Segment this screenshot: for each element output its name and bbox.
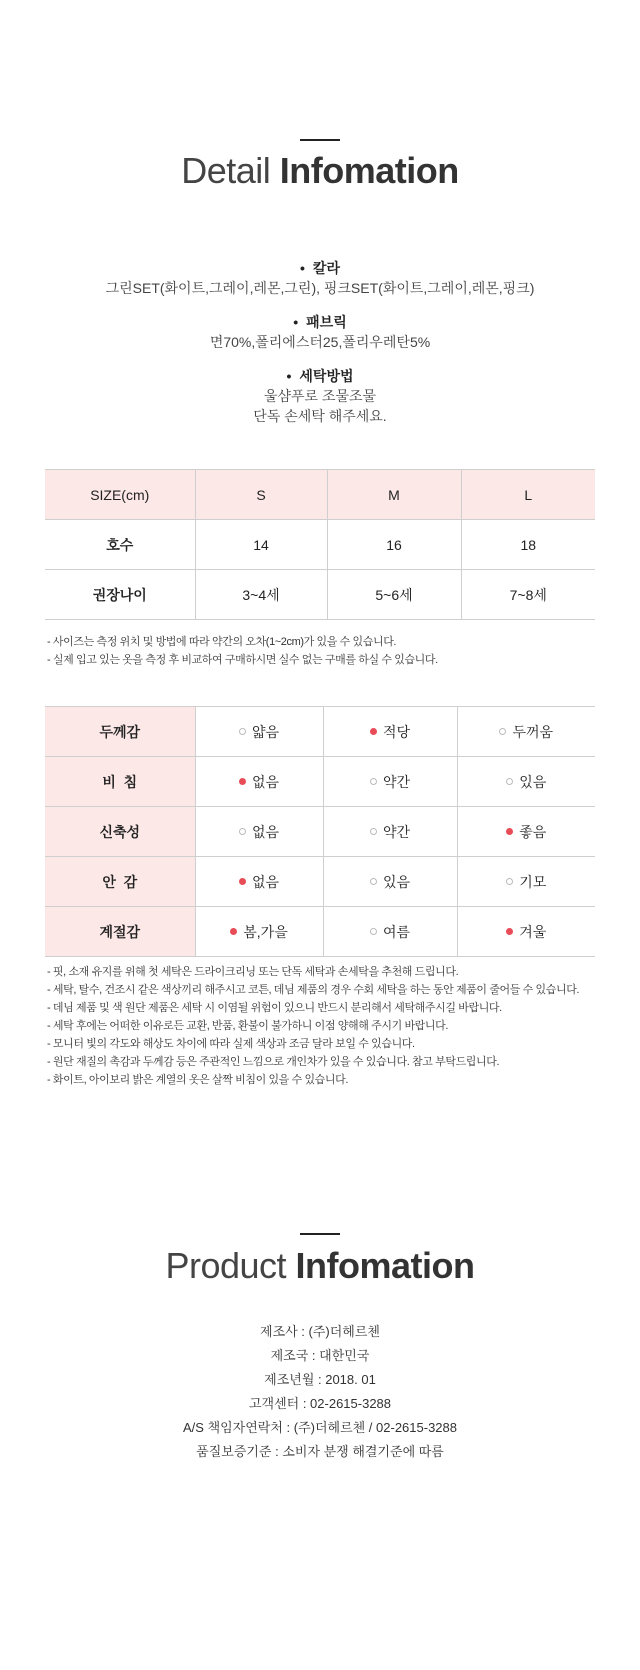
product-info-line: 제조년월 : 2018. 01 [264,1372,376,1387]
product-info-line: 제조사 : (주)더헤르첸 [260,1324,380,1339]
care-note: - 화이트, 아이보리 밝은 계열의 옷은 살짝 비침이 있을 수 있습니다. [47,1074,349,1086]
color-label: 칼라 [312,260,340,276]
fabric-value: 면70%,폴리에스터25,폴리우레탄5% [209,334,431,350]
wash-line-1: 울샴푸로 조물조물 [263,388,377,404]
feature-option [457,807,595,857]
unselected-dot-icon [370,928,377,935]
unselected-dot-icon [506,878,513,885]
care-note: - 세탁 후에는 어떠한 이유로든 교환, 반품, 환불이 불가하니 이점 양해해 주시기 바랍니다. [47,1020,449,1032]
unselected-dot-icon [239,828,246,835]
size-cell: 5~6세 [327,570,461,620]
detail-title-light: Detail [181,150,271,191]
feature-option-label: 없음 [251,823,280,840]
feature-option [195,807,323,857]
color-info [0,258,640,298]
product-info-line: A/S 책임자연락처 : (주)더헤르첸 / 02-2615-3288 [183,1420,457,1435]
size-table-row [45,570,595,620]
size-header-cell: SIZE(cm) [45,470,195,520]
feature-row [45,707,595,757]
size-cell: 3~4세 [195,570,327,620]
selected-dot-icon [506,828,513,835]
wash-label: 세탁방법 [299,368,354,384]
fabric-info [0,312,640,352]
size-note: - 실제 입고 있는 옷을 측정 후 비교하여 구매하시면 실수 없는 구매를 하실 수 있습니다. [47,654,438,666]
feature-label: 두께감 [45,707,195,757]
feature-option-label: 약간 [382,773,411,790]
feature-option [323,757,457,807]
product-info-line: 고객센터 : 02-2615-3288 [248,1396,392,1411]
detail-title-bold: Infomation [279,150,459,191]
detail-title [0,150,640,192]
feature-option-label: 없음 [251,773,280,790]
size-table [45,469,595,620]
selected-dot-icon [239,878,246,885]
fabric-label: 패브릭 [306,314,347,330]
size-cell: 14 [195,520,327,570]
care-notes [47,963,607,1089]
selected-dot-icon [239,778,246,785]
selected-dot-icon [506,928,513,935]
feature-option [195,707,323,757]
product-info-line: 품질보증기준 : 소비자 분쟁 해결기준에 따름 [196,1444,444,1459]
feature-option-label: 없음 [251,873,280,890]
care-note: - 데님 제품 및 색 원단 제품은 세탁 시 이염될 위험이 있으니 반드시 분리해서 세탁해주시길 바랍니다. [47,1002,502,1014]
feature-option-label: 두꺼움 [512,723,554,740]
care-note: - 세탁, 탈수, 건조시 같은 색상끼리 해주시고 코튼, 데님 제품의 경우 수회 세탁을 하는 동안 제품이 줄어들 수 있습니다. [47,984,580,996]
wash-line-2: 단독 손세탁 해주세요. [253,408,387,424]
feature-option [195,857,323,907]
bullet-icon: • [286,368,292,384]
feature-option-label: 얇음 [251,723,280,740]
unselected-dot-icon [499,728,506,735]
feature-row [45,757,595,807]
feature-option [457,757,595,807]
feature-option [323,857,457,907]
product-title [0,1245,640,1287]
size-note: - 사이즈는 측정 위치 및 방법에 따라 약간의 오차(1~2cm)가 있을 수 있습니다. [47,636,397,648]
feature-row [45,807,595,857]
feature-label: 비 침 [45,757,195,807]
unselected-dot-icon [370,878,377,885]
feature-row [45,857,595,907]
unselected-dot-icon [370,828,377,835]
care-note: - 모니터 빛의 각도와 해상도 차이에 따라 실제 색상과 조금 달라 보일 수 있습니다. [47,1038,415,1050]
bullet-icon: • [293,314,299,330]
product-title-rule [300,1233,340,1235]
feature-option [323,807,457,857]
unselected-dot-icon [370,778,377,785]
feature-label: 신축성 [45,807,195,857]
bullet-icon: • [300,260,305,276]
feature-option [457,707,595,757]
feature-option-label: 봄,가을 [243,923,288,940]
product-info-line: 제조국 : 대한민국 [270,1348,370,1363]
feature-option-label: 적당 [382,723,411,740]
size-header-cell: L [461,470,595,520]
selected-dot-icon [230,928,237,935]
feature-option-label: 있음 [382,873,411,890]
feature-option-label: 기모 [519,873,547,890]
size-table-row [45,520,595,570]
feature-option [457,907,595,957]
unselected-dot-icon [239,728,246,735]
product-title-light: Product [165,1245,287,1286]
feature-table [45,706,595,957]
feature-option [323,707,457,757]
size-row-label: 권장나이 [45,570,195,620]
size-header-cell: M [327,470,461,520]
wash-info [0,366,640,426]
feature-option-label: 약간 [382,823,411,840]
care-note: - 핏, 소재 유지를 위해 첫 세탁은 드라이크리닝 또는 단독 세탁과 손세탁을 추천해 드립니다. [47,966,459,978]
feature-option-label: 겨울 [519,923,547,940]
feature-option [195,757,323,807]
size-header-cell: S [195,470,327,520]
size-row-label: 호수 [45,520,195,570]
feature-option [323,907,457,957]
product-title-bold: Infomation [295,1245,475,1286]
size-table-header-row [45,470,595,520]
product-info-list [0,1320,640,1464]
feature-option [195,907,323,957]
feature-option-label: 여름 [382,923,411,940]
color-value: 그린SET(화이트,그레이,레몬,그린), 핑크SET(화이트,그레이,레몬,핑크) [105,280,535,296]
feature-option [457,857,595,907]
size-cell: 7~8세 [461,570,595,620]
size-cell: 16 [327,520,461,570]
care-note: - 원단 재질의 촉감과 두께감 등은 주관적인 느낌으로 개인차가 있을 수 있습니다. 참고 부탁드립니다. [47,1056,500,1068]
feature-option-label: 좋음 [519,823,547,840]
selected-dot-icon [370,728,377,735]
feature-label: 계절감 [45,907,195,957]
feature-option-label: 있음 [519,773,547,790]
size-cell: 18 [461,520,595,570]
feature-row [45,907,595,957]
size-notes [47,633,607,669]
feature-label: 안 감 [45,857,195,907]
unselected-dot-icon [506,778,513,785]
detail-title-rule [300,139,340,141]
